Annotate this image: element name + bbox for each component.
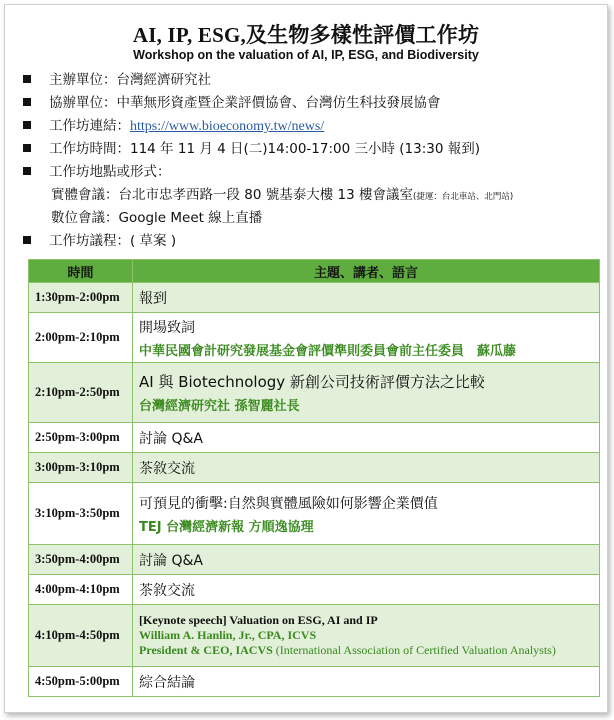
square-bullet-icon xyxy=(23,98,31,106)
table-row xyxy=(29,313,600,363)
table-row xyxy=(29,363,600,423)
row-speaker: 中華民國會計研究發展基金會評價準則委員會前主任委員 蘇瓜藤 xyxy=(139,343,517,359)
info-time xyxy=(23,138,608,161)
agenda-table xyxy=(28,259,600,697)
table-row xyxy=(29,453,600,483)
square-bullet-icon xyxy=(23,75,31,83)
physical-venue-text: 實體會議：台北市忠孝西路一段 80 號基泰大樓 13 樓會議室 xyxy=(51,187,414,203)
row-time: 2:50pm-3:00pm xyxy=(29,423,133,453)
row-topic: 可預見的衝擊:自然與實體風險如何影響企業價值 xyxy=(139,495,438,512)
row-time: 2:00pm-2:10pm xyxy=(29,313,133,363)
agenda-header-row xyxy=(29,260,600,283)
row-time: 4:50pm-5:00pm xyxy=(29,667,133,697)
venue-heading: 工作坊地點或形式： xyxy=(49,164,171,180)
row-topic: AI 與 Biotechnology 新創公司技術評價方法之比較 xyxy=(139,373,485,391)
row-topic: 討論 Q&A xyxy=(133,545,600,575)
row-topic: [Keynote speech] Valuation on ESG, AI and IP xyxy=(139,613,378,627)
row-time: 3:50pm-4:00pm xyxy=(29,545,133,575)
col-topic-header: 主題、講者、語言 xyxy=(133,260,600,283)
organizer-text: 主辦單位：台灣經濟研究社 xyxy=(49,72,211,88)
square-bullet-icon xyxy=(23,144,31,152)
co-organizer-text: 協辦單位：中華無形資產暨企業評價協會、台灣仿生科技發展協會 xyxy=(49,95,441,111)
row-time: 4:10pm-4:50pm xyxy=(29,605,133,667)
row-topic-cell xyxy=(133,483,600,545)
row-topic: 討論 Q&A xyxy=(133,423,600,453)
row-topic: 茶敘交流 xyxy=(133,575,600,605)
row-speaker: 台灣經濟研究社 孫智麗社長 xyxy=(139,399,300,414)
table-row xyxy=(29,545,600,575)
row-time: 2:10pm-2:50pm xyxy=(29,363,133,423)
page-title: AI, IP, ESG,及生物多樣性評價工作坊 xyxy=(132,23,480,47)
info-site xyxy=(23,115,608,138)
row-speaker-role: President & CEO, IACVS xyxy=(139,643,273,657)
row-speaker-org: (International Association of Certified Valuation Analysts) xyxy=(275,643,556,657)
table-row xyxy=(29,283,600,313)
info-list xyxy=(23,69,608,253)
table-row xyxy=(29,605,600,667)
row-topic-cell xyxy=(133,363,600,423)
row-speaker-role-line xyxy=(139,643,599,658)
page-subtitle: Workshop on the valuation of AI, IP, ESG, and Biodiversity xyxy=(133,48,479,62)
row-topic-cell xyxy=(133,605,600,667)
row-speaker: TEJ 台灣經濟新報 方順逸協理 xyxy=(139,519,314,535)
row-time: 3:10pm-3:50pm xyxy=(29,483,133,545)
row-topic: 開場致詞 xyxy=(139,319,195,336)
time-text: 工作坊時間：114 年 11 月 4 日(二)14:00-17:00 三小時 (13:30 報到) xyxy=(49,141,481,157)
row-speaker: William A. Hanlin, Jr., CPA, ICVS xyxy=(139,628,317,642)
row-time: 4:00pm-4:10pm xyxy=(29,575,133,605)
info-organizer xyxy=(23,69,608,92)
physical-venue-note: (捷運：台北車站、北門站) xyxy=(413,192,514,202)
table-row xyxy=(29,483,600,545)
online-venue-text: 數位會議：Google Meet 線上直播 xyxy=(51,210,263,226)
row-time: 1:30pm-2:00pm xyxy=(29,283,133,313)
info-agenda xyxy=(23,230,608,253)
workshop-link[interactable]: https://www.bioeconomy.tw/news/ xyxy=(130,119,325,134)
table-row xyxy=(29,423,600,453)
row-topic: 茶敘交流 xyxy=(133,453,600,483)
info-venue xyxy=(23,161,608,184)
site-label: 工作坊連結： xyxy=(49,118,130,134)
row-topic: 綜合結論 xyxy=(133,667,600,697)
square-bullet-icon xyxy=(23,167,31,175)
table-row xyxy=(29,667,600,697)
info-online xyxy=(23,207,608,230)
square-bullet-icon xyxy=(23,236,31,244)
document-page xyxy=(4,4,608,713)
row-topic-cell xyxy=(133,313,600,363)
row-time: 3:00pm-3:10pm xyxy=(29,453,133,483)
square-bullet-icon xyxy=(23,121,31,129)
info-physical xyxy=(23,184,608,207)
agenda-heading: 工作坊議程：( 草案 ) xyxy=(49,233,177,249)
table-row xyxy=(29,575,600,605)
info-co-organizer xyxy=(23,92,608,115)
col-time-header: 時間 xyxy=(29,260,133,283)
row-topic: 報到 xyxy=(133,283,600,313)
